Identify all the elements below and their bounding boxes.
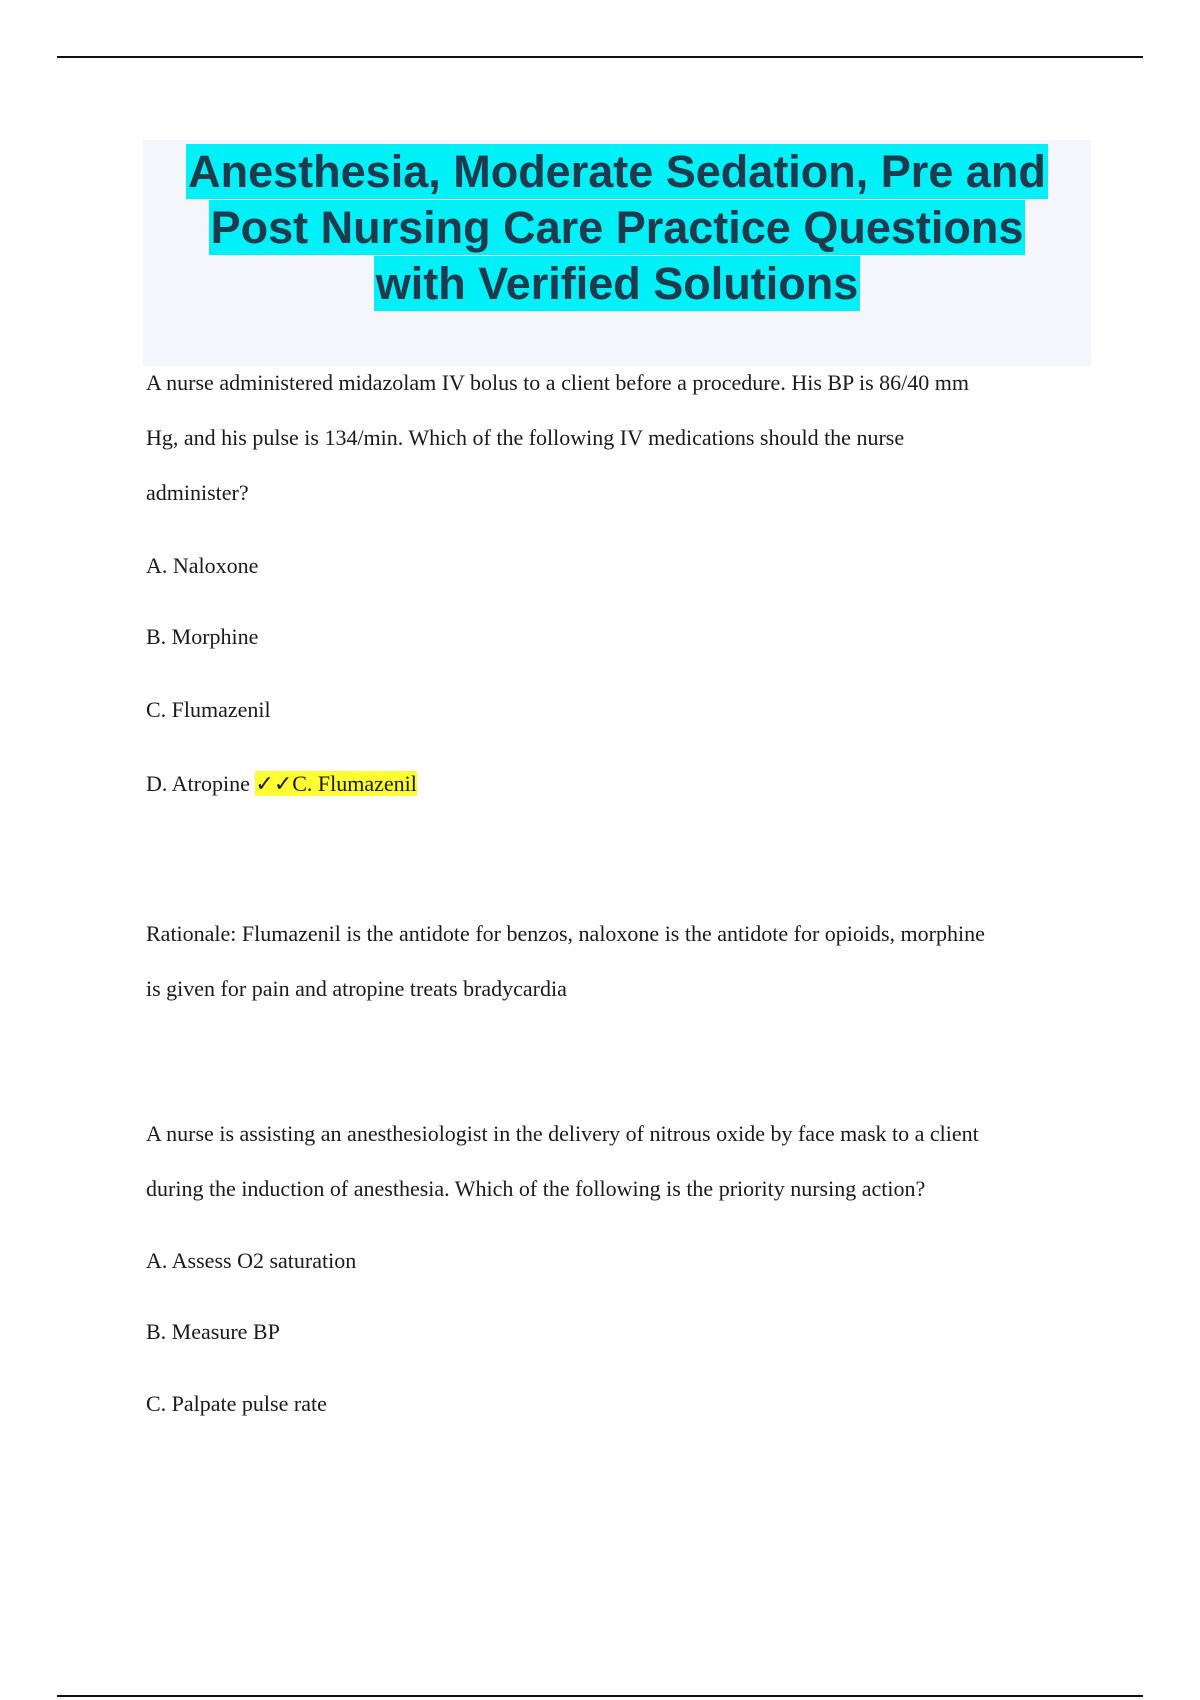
question-2-stem-line-2: during the induction of anesthesia. Which of the following is the priority nursing action?	[146, 1176, 926, 1201]
question-1-option-b: B. Morphine	[146, 624, 259, 649]
title-line-1: Anesthesia, Moderate Sedation, Pre and	[188, 146, 1046, 197]
question-1-option-c: C. Flumazenil	[146, 697, 271, 722]
question-2-option-b: B. Measure BP	[146, 1319, 280, 1344]
question-1-option-a: A. Naloxone	[146, 553, 259, 578]
question-2-option-a: A. Assess O2 saturation	[146, 1248, 357, 1273]
question-1-option-d: D. Atropine	[146, 771, 250, 796]
question-1-option-d-row	[146, 770, 417, 798]
document-title	[143, 140, 1091, 366]
question-1-stem-line-1: A nurse administered midazolam IV bolus to a client before a procedure. His BP is 86/40 mm	[146, 370, 969, 395]
question-1-rationale-line-1: Rationale: Flumazenil is the antidote for benzos, naloxone is the antidote for opioids, morphine	[146, 921, 985, 946]
question-1-stem-line-3: administer?	[146, 480, 249, 505]
top-rule	[57, 56, 1143, 58]
title-line-3: with Verified Solutions	[375, 258, 859, 309]
question-1-answer: ✓✓C. Flumazenil	[255, 771, 417, 796]
question-1-stem-line-2: Hg, and his pulse is 134/min. Which of the following IV medications should the nurse	[146, 425, 905, 450]
question-2-stem-line-1: A nurse is assisting an anesthesiologist in the delivery of nitrous oxide by face mask to a client	[146, 1121, 979, 1146]
title-line-2: Post Nursing Care Practice Questions	[210, 202, 1024, 253]
question-1-rationale-line-2: is given for pain and atropine treats bradycardia	[146, 976, 567, 1001]
bottom-rule	[57, 1695, 1143, 1697]
question-2-option-c: C. Palpate pulse rate	[146, 1391, 327, 1416]
